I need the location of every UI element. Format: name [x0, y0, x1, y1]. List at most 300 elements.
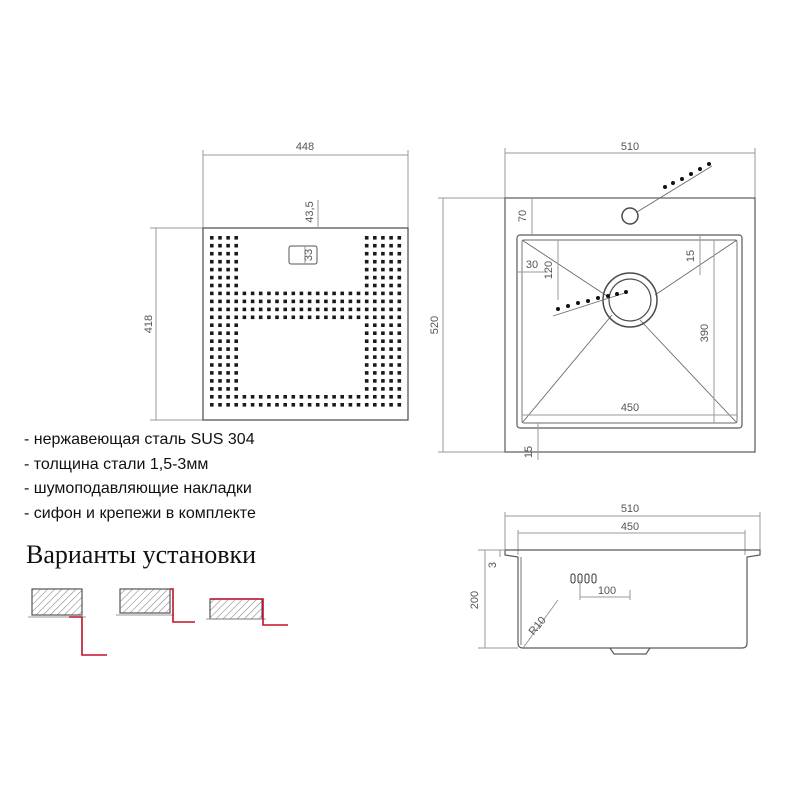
- perforation-square: [210, 339, 214, 343]
- perforation-square: [275, 308, 279, 312]
- perforation-square: [389, 331, 393, 335]
- perforation-square: [218, 284, 222, 288]
- perforation-square: [218, 379, 222, 383]
- perforation-square: [210, 300, 214, 304]
- side-dim-outer-width: 510: [620, 503, 640, 515]
- perforation-square: [324, 308, 328, 312]
- perforation-square: [218, 300, 222, 304]
- perforation-square: [373, 236, 377, 240]
- grid-dim-width: 448: [295, 141, 315, 153]
- perforation-square: [389, 323, 393, 327]
- perforation-square: [226, 371, 230, 375]
- perforation-square: [389, 363, 393, 367]
- perforation-square: [226, 395, 230, 399]
- perforation-square: [389, 252, 393, 256]
- perforation-square: [316, 292, 320, 296]
- perforation-square: [389, 308, 393, 312]
- top-dim-drain-offset: 120: [543, 260, 555, 280]
- perforation-square: [381, 268, 385, 272]
- perforation-square: [218, 339, 222, 343]
- perforation-square: [300, 316, 304, 320]
- perforation-square: [373, 379, 377, 383]
- perforation-square: [226, 308, 230, 312]
- perforation-square: [210, 292, 214, 296]
- perforation-square: [398, 403, 402, 407]
- installation-option-2: [116, 589, 195, 622]
- perforation-square: [381, 244, 385, 248]
- perforation-square: [340, 308, 344, 312]
- feature-item: - толщина стали 1,5-3мм: [24, 455, 209, 473]
- perforation-square: [381, 252, 385, 256]
- perforation-square: [292, 292, 296, 296]
- perforation-square: [226, 316, 230, 320]
- perforation-square: [210, 379, 214, 383]
- perforation-square: [357, 292, 361, 296]
- perforation-square: [365, 323, 369, 327]
- perforation-square: [243, 300, 247, 304]
- perforation-square: [226, 363, 230, 367]
- perforation-square: [340, 395, 344, 399]
- perforation-square: [398, 260, 402, 264]
- perforation-square: [381, 331, 385, 335]
- perforation-square: [332, 316, 336, 320]
- perforation-square: [349, 300, 353, 304]
- perforation-square: [218, 236, 222, 240]
- perforation-square: [308, 316, 312, 320]
- drain-arrow-dots: [556, 290, 628, 311]
- side-dim-rim: 3: [487, 561, 499, 569]
- perforation-square: [251, 403, 255, 407]
- perforation-square: [292, 300, 296, 304]
- perforation-square: [308, 395, 312, 399]
- perforation-square: [357, 300, 361, 304]
- perforation-square: [210, 395, 214, 399]
- grid-view: [143, 141, 408, 420]
- perforation-square: [251, 300, 255, 304]
- top-dim-top-edge: 15: [685, 249, 697, 263]
- perforation-square: [365, 371, 369, 375]
- perforation-square: [365, 308, 369, 312]
- perforation-square: [308, 300, 312, 304]
- perforation-square: [381, 339, 385, 343]
- perforation-square: [365, 300, 369, 304]
- perforation-square: [381, 395, 385, 399]
- perforation-square: [398, 387, 402, 391]
- perforation-square: [349, 316, 353, 320]
- perforation-square: [234, 379, 238, 383]
- perforation-square: [357, 403, 361, 407]
- perforation-square: [275, 403, 279, 407]
- perforation-square: [275, 300, 279, 304]
- perforation-square: [357, 308, 361, 312]
- perforation-square: [259, 395, 263, 399]
- perforation-square: [251, 292, 255, 296]
- perforation-square: [381, 236, 385, 240]
- perforation-square: [398, 371, 402, 375]
- perforation-square: [381, 300, 385, 304]
- perforation-square: [332, 300, 336, 304]
- perforation-square: [324, 316, 328, 320]
- perforation-square: [251, 308, 255, 312]
- perforation-square: [373, 252, 377, 256]
- perforation-square: [234, 252, 238, 256]
- perforation-square: [365, 395, 369, 399]
- perforation-square: [210, 371, 214, 375]
- perforation-square: [349, 395, 353, 399]
- perforation-square: [283, 316, 287, 320]
- perforation-square: [398, 292, 402, 296]
- perforation-square: [381, 308, 385, 312]
- perforation-square: [234, 347, 238, 351]
- perforation-square: [373, 292, 377, 296]
- perforation-square: [365, 276, 369, 280]
- perforation-square: [365, 292, 369, 296]
- perforation-square: [389, 300, 393, 304]
- perforation-square: [332, 292, 336, 296]
- perforation-square: [275, 292, 279, 296]
- perforation-square: [398, 300, 402, 304]
- perforation-square: [218, 276, 222, 280]
- perforation-square: [389, 260, 393, 264]
- perforation-square: [218, 260, 222, 264]
- perforation-square: [210, 347, 214, 351]
- perforation-square: [218, 252, 222, 256]
- perforation-square: [316, 395, 320, 399]
- perforation-square: [308, 292, 312, 296]
- perforation-square: [381, 371, 385, 375]
- perforation-square: [218, 292, 222, 296]
- perforation-square: [389, 268, 393, 272]
- perforation-square: [398, 339, 402, 343]
- side-dim-bowl-width: 450: [620, 521, 640, 533]
- perforation-square: [373, 331, 377, 335]
- perforation-square: [218, 316, 222, 320]
- perforation-square: [234, 260, 238, 264]
- perforation-square: [300, 308, 304, 312]
- perforation-square: [340, 292, 344, 296]
- perforation-square: [210, 260, 214, 264]
- perforation-square: [308, 308, 312, 312]
- perforation-square: [259, 403, 263, 407]
- perforation-square: [373, 371, 377, 375]
- perforation-square: [398, 284, 402, 288]
- perforation-square: [267, 292, 271, 296]
- perforation-square: [218, 308, 222, 312]
- perforation-square: [332, 395, 336, 399]
- drain-inner: [609, 279, 651, 321]
- perforation-square: [324, 403, 328, 407]
- perforation-square: [381, 260, 385, 264]
- perforation-square: [267, 316, 271, 320]
- perforation-square: [226, 236, 230, 240]
- perforation-square: [218, 387, 222, 391]
- perforation-square: [210, 308, 214, 312]
- top-dim-bottom-edge: 15: [523, 445, 535, 459]
- perforation-square: [324, 292, 328, 296]
- perforation-square: [381, 347, 385, 351]
- perforation-square: [398, 379, 402, 383]
- perforation-square: [365, 331, 369, 335]
- perforation-square: [210, 323, 214, 327]
- perforation-square: [300, 300, 304, 304]
- perforation-square: [210, 284, 214, 288]
- perforation-square: [381, 387, 385, 391]
- perforation-square: [365, 379, 369, 383]
- perforation-square: [251, 395, 255, 399]
- perforation-square: [234, 395, 238, 399]
- perforation-square: [373, 387, 377, 391]
- perforation-square: [398, 268, 402, 272]
- perforation-square: [381, 292, 385, 296]
- perforation-square: [381, 284, 385, 288]
- perforation-square: [226, 379, 230, 383]
- perforation-square: [210, 363, 214, 367]
- perforation-square: [234, 292, 238, 296]
- perforation-square: [292, 395, 296, 399]
- perforation-square: [300, 403, 304, 407]
- perforation-square: [365, 284, 369, 288]
- drain-outer: [603, 273, 657, 327]
- perforation-square: [234, 363, 238, 367]
- perforation-square: [226, 276, 230, 280]
- top-dim-outer-height: 520: [429, 315, 441, 335]
- perforation-square: [365, 363, 369, 367]
- perforation-square: [210, 252, 214, 256]
- drain-outlet: [610, 648, 650, 654]
- perforation-square: [365, 355, 369, 359]
- perforation-square: [398, 276, 402, 280]
- perforation-square: [389, 355, 393, 359]
- perforation-square: [218, 371, 222, 375]
- tap-hole: [622, 208, 638, 224]
- perforation-square: [226, 339, 230, 343]
- installation-title: Варианты установки: [26, 540, 257, 569]
- feature-item: - нержавеющая сталь SUS 304: [24, 431, 255, 448]
- perforation-square: [365, 316, 369, 320]
- perforation-square: [210, 316, 214, 320]
- perforation-square: [218, 244, 222, 248]
- perforation-square: [373, 316, 377, 320]
- perforation-square: [226, 292, 230, 296]
- perforation-square: [381, 403, 385, 407]
- perforation-square: [259, 316, 263, 320]
- perforation-square: [243, 403, 247, 407]
- perforation-square: [332, 308, 336, 312]
- perforation-square: [226, 355, 230, 359]
- perforation-square: [381, 323, 385, 327]
- perforation-square: [275, 395, 279, 399]
- perforation-square: [316, 316, 320, 320]
- perforation-square: [283, 403, 287, 407]
- perforation-square: [210, 268, 214, 272]
- perforation-square: [226, 323, 230, 327]
- perforation-square: [300, 395, 304, 399]
- perforation-square: [373, 284, 377, 288]
- perforation-square: [365, 236, 369, 240]
- perforation-square: [349, 292, 353, 296]
- perforation-square: [292, 308, 296, 312]
- perforation-square: [218, 363, 222, 367]
- perforation-square: [398, 363, 402, 367]
- perforation-square: [316, 308, 320, 312]
- perforation-square: [389, 339, 393, 343]
- perforation-square: [389, 403, 393, 407]
- top-dim-outer-width: 510: [620, 141, 640, 153]
- perforation-square: [389, 347, 393, 351]
- side-dim-depth: 200: [469, 590, 481, 610]
- tap-arrow-dots: [663, 162, 711, 189]
- grid-dim-hole: 33: [303, 248, 315, 262]
- perforation-square: [226, 300, 230, 304]
- perforation-square: [340, 403, 344, 407]
- perforation-square: [243, 395, 247, 399]
- perforation-square: [267, 403, 271, 407]
- perforation-square: [267, 395, 271, 399]
- perforation-square: [234, 276, 238, 280]
- perforation-square: [218, 323, 222, 327]
- perforation-square: [398, 355, 402, 359]
- perforation-square: [234, 387, 238, 391]
- perforation-square: [226, 403, 230, 407]
- perforation-square: [381, 379, 385, 383]
- perforation-square: [226, 244, 230, 248]
- perforation-square: [398, 395, 402, 399]
- perforation-square: [332, 403, 336, 407]
- top-dim-side: 30: [525, 259, 539, 271]
- perforation-square: [373, 347, 377, 351]
- perforation-square: [373, 403, 377, 407]
- perforation-square: [218, 268, 222, 272]
- perforation-square: [226, 331, 230, 335]
- perforation-square: [234, 308, 238, 312]
- perforation-square: [373, 260, 377, 264]
- perforation-square: [349, 308, 353, 312]
- perforation-square: [226, 260, 230, 264]
- perforation-square: [226, 252, 230, 256]
- perforation-square: [324, 395, 328, 399]
- perforation-square: [365, 403, 369, 407]
- perforation-square: [389, 276, 393, 280]
- grid-dim-offset: 43,5: [304, 201, 316, 223]
- perforation-square: [398, 244, 402, 248]
- perforation-square: [243, 316, 247, 320]
- perforation-square: [373, 300, 377, 304]
- perforation-square: [381, 276, 385, 280]
- perforation-square: [259, 292, 263, 296]
- perforation-square: [373, 395, 377, 399]
- perforation-square: [243, 292, 247, 296]
- perforation-square: [389, 316, 393, 320]
- top-dim-bowl-height: 390: [699, 323, 711, 343]
- perforation-square: [243, 308, 247, 312]
- perforation-square: [373, 276, 377, 280]
- perforation-square: [316, 403, 320, 407]
- installation-option-3: [206, 599, 288, 625]
- top-dim-tap-offset: 70: [517, 209, 529, 223]
- perforation-square: [283, 308, 287, 312]
- perforation-square: [234, 323, 238, 327]
- perforation-square: [381, 363, 385, 367]
- perforation-square: [398, 323, 402, 327]
- perforation-square: [226, 284, 230, 288]
- perforation-square: [365, 387, 369, 391]
- perforation-square: [398, 347, 402, 351]
- perforation-square: [398, 316, 402, 320]
- perforation-square: [234, 300, 238, 304]
- feature-list: [24, 428, 256, 526]
- perforation-square: [373, 308, 377, 312]
- perforation-square: [340, 316, 344, 320]
- perforation-square: [365, 268, 369, 272]
- perforation-square: [381, 355, 385, 359]
- perforation-square: [275, 316, 279, 320]
- perforation-square: [234, 403, 238, 407]
- perforation-square: [389, 379, 393, 383]
- perforation-square: [316, 300, 320, 304]
- perforation-square: [381, 316, 385, 320]
- perforation-square: [218, 355, 222, 359]
- perforation-square: [283, 300, 287, 304]
- perforation-square: [365, 252, 369, 256]
- perforation-square: [389, 395, 393, 399]
- perforation-square: [226, 387, 230, 391]
- perforation-square: [398, 236, 402, 240]
- perforation-square: [210, 403, 214, 407]
- perforation-square: [357, 395, 361, 399]
- perforation-square: [234, 339, 238, 343]
- perforation-square: [251, 316, 255, 320]
- perforation-square: [234, 268, 238, 272]
- perforation-square: [210, 331, 214, 335]
- perforation-square: [324, 300, 328, 304]
- perforation-square: [234, 355, 238, 359]
- perforation-square: [373, 323, 377, 327]
- perforation-square: [259, 308, 263, 312]
- perforation-square: [373, 339, 377, 343]
- top-dim-bowl-width: 450: [620, 402, 640, 414]
- perforation-square: [398, 252, 402, 256]
- perforation-square: [389, 387, 393, 391]
- perforation-square: [234, 244, 238, 248]
- perforation-square: [389, 284, 393, 288]
- perforation-square: [373, 355, 377, 359]
- perforation-square: [234, 284, 238, 288]
- perforation-square: [340, 300, 344, 304]
- feature-item: - шумоподавляющие накладки: [24, 480, 252, 497]
- perforation-square: [210, 244, 214, 248]
- side-view: [469, 503, 760, 654]
- perforation-square: [373, 244, 377, 248]
- perforation-square: [226, 268, 230, 272]
- perforation-square: [373, 268, 377, 272]
- perforation-square: [365, 244, 369, 248]
- perforation-square: [210, 236, 214, 240]
- perforation-square: [398, 331, 402, 335]
- feature-item: - сифон и крепежи в комплекте: [24, 504, 256, 522]
- perforation-square: [234, 236, 238, 240]
- perforation-square: [283, 395, 287, 399]
- perforation-square: [267, 308, 271, 312]
- perforation-square: [234, 316, 238, 320]
- perforation-square: [283, 292, 287, 296]
- perforation-square: [308, 403, 312, 407]
- perforation-square: [292, 316, 296, 320]
- perforation-square: [389, 244, 393, 248]
- perforation-square: [226, 347, 230, 351]
- perforation-square: [389, 292, 393, 296]
- side-dim-overflow: 100: [597, 585, 617, 597]
- top-view: [429, 141, 755, 460]
